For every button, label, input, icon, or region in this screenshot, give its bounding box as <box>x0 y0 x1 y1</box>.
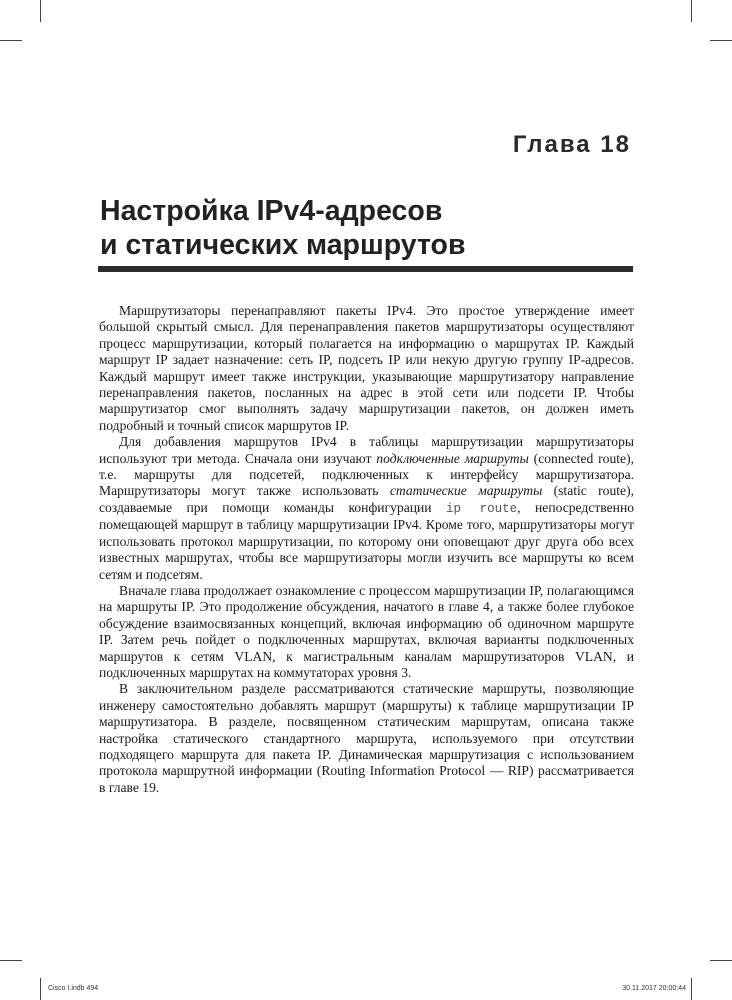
crop-mark-top-left <box>40 0 41 22</box>
crop-mark-bottom-left <box>40 978 41 1000</box>
paragraph-2-text-4: , непосредственно помещающей маршрут в таблицу маршрутизации IPv4. Кроме того, маршрутизаторы могут использовать протокол маршрутизации, по которому они оповещают друг друга обо всех известных маршрутах, чтобы все маршрутизаторы могли изучить все маршруты ко всем сетям и подсетям. <box>99 499 635 582</box>
paragraph-3: Вначале глава продолжает ознакомление с процессом маршрутизации IP, полагающимся на маршруты IP. Это продолжение обсуждения, начатого в главе 4, а также более глубокое обсуждение взаимосвязанных концепций, включая информацию об одиночном маршруте IP. Затем речь пойдет о подключенных маршрутах, включая варианты подключенных маршрутов к сетям VLAN, к магистральным каналам маршрутизаторов VLAN, и подключенных маршрутах на коммутаторах уровня 3. <box>99 582 634 680</box>
paragraph-2-text-1: Для добавления маршрутов IPv4 в таблицы маршрутизации маршрутизаторы используют три метода. Сначала они изучают <box>99 434 634 466</box>
term-connected-routes: подключенные маршруты <box>376 450 529 466</box>
crop-mark-right-bottom <box>710 960 732 961</box>
paragraph-4: В заключительном разделе рассматриваются статические маршруты, позволяющие инженеру самостоятельно добавлять маршрут (маршруты) к таблице маршрутизации IP маршрутизатора. В разделе, посвященном статическим маршрутам, описана также настройка статического стандартного маршрута, используемого при отсутствии подходящего маршрута для пакета IP. Динамическая маршрутизация с использованием протокола маршрутной информации (Routing Information Protocol — RIP) рассматривается в главе 19. <box>99 681 634 795</box>
chapter-title-line-2: и статических маршрутов <box>100 229 466 261</box>
footer-timestamp: 30.11.2017 20:00:44 <box>622 985 686 992</box>
crop-mark-left-top <box>0 40 22 41</box>
crop-mark-left-bottom <box>0 960 22 961</box>
term-static-routes: статические маршруты <box>389 483 543 499</box>
crop-mark-top-right <box>691 0 692 22</box>
chapter-title <box>100 194 640 262</box>
chapter-label: Глава 18 <box>512 131 631 158</box>
body-text <box>99 303 634 796</box>
paragraph-1: Маршрутизаторы перенаправляют пакеты IPv4. Это простое утверждение имеет большой скрытый смысл. Для перенаправления пакетов маршрутизаторы осуществляют процесс маршрутизации, который полагается на информацию о маршрутах IP. Каждый маршрут IP задает назначение: сеть IP, подсеть IP или некую другую группу IP-адресов. Каждый маршрут имеет также инструкции, указывающие маршрутизатору направление перенаправления пакетов, посланных на адрес в этой сети или подсети IP. Чтобы маршрутизатор смог выполнять задачу маршрутизации пакетов, он должен иметь подробный и точный список маршрутов IP. <box>99 303 634 433</box>
command-ip-route: ip route <box>446 501 518 516</box>
paragraph-2-text-2: (connected route), т.е. маршруты для подсетей, подключенных к интерфейсу маршрутизатора. Маршрутизаторы могут также использовать <box>99 450 634 499</box>
crop-mark-right-top <box>710 40 732 41</box>
footer-file-info: Cisco I.indb 494 <box>48 985 99 992</box>
title-rule <box>98 266 633 272</box>
crop-mark-bottom-right <box>691 978 692 1000</box>
paragraph-2 <box>99 434 634 583</box>
paragraph-2-text-3: (static route), создаваемые при помощи команды конфигурации <box>99 483 634 515</box>
chapter-title-line-1: Настройка IPv4-адресов <box>100 195 443 227</box>
